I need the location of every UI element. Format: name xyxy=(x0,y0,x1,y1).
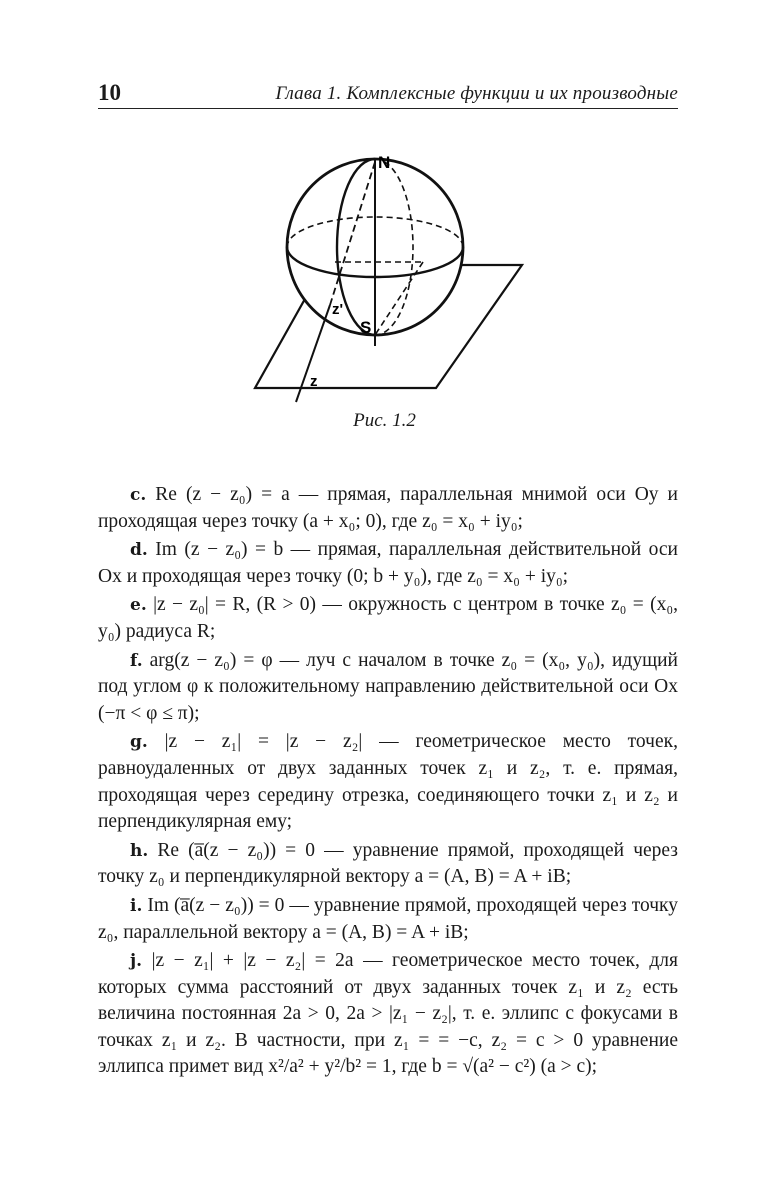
item-i xyxy=(98,893,678,946)
item-label: i. xyxy=(130,895,143,916)
item-text: |z − z₁| + |z − z₂| = 2a — геометрическое место точек, для которых сумма расстояний от двух заданных точек z₁ и z₂ есть величина постоянная 2a > 0, 2a > |z₁ − z₂|, т. е. эллипс с фокусами в точках z₁ и z₂. В частности, при z₁ = = −c, z₂ = c > 0 уравнение эллипса примет вид x²/a² + y²/b² = 1, где b = √(a² − c²) (a > c); xyxy=(98,950,679,1078)
z-prime-label: z' xyxy=(332,301,344,318)
item-text: |z − z₀| = R, (R > 0) — окружность с центром в точке z₀ = (x₀, y₀) радиуса R; xyxy=(98,594,679,642)
figure-svg xyxy=(250,150,530,405)
running-title: Глава 1. Комплексные функции и их производные xyxy=(275,83,678,104)
item-label: d. xyxy=(130,540,148,561)
item-d xyxy=(98,537,678,590)
item-g xyxy=(98,729,678,835)
body-text xyxy=(98,482,678,1083)
item-text: Im (a̅(z − z₀)) = 0 — уравнение прямой, проходящей через точку z₀, параллельной вектору a = (A, B) = A + iB; xyxy=(98,894,678,943)
item-text: Im (z − z₀) = b — прямая, параллельная действительной оси Ox и проходящая через точку (0; b + y₀), где z₀ = x₀ + iy₀; xyxy=(98,539,678,587)
item-h xyxy=(98,838,678,891)
item-e xyxy=(98,592,678,645)
item-label: e. xyxy=(130,595,147,616)
item-label: h. xyxy=(130,840,149,861)
north-label: N xyxy=(378,153,391,172)
item-f xyxy=(98,648,678,728)
item-text: arg(z − z₀) = φ — луч с началом в точке z₀ = (x₀, y₀), идущий под углом φ к положительному направлению действительной оси Ox (−π < φ ≤ π); xyxy=(98,649,678,724)
item-text: Re (a̅(z − z₀)) = 0 — уравнение прямой, проходящей через точку z₀ и перпендикулярной вектору a = (A, B) = A + iB; xyxy=(98,839,678,888)
item-label: j. xyxy=(130,951,143,972)
item-c xyxy=(98,482,678,535)
item-text: |z − z₁| = |z − z₂| — геометрическое место точек, равноудаленных от двух заданных точек z₁ и z₂, т. е. прямая, проходящая через середину отрезка, соединяющего точки z₁ и z₂ и перпендикулярная ему; xyxy=(98,731,678,833)
south-label: S xyxy=(360,318,372,337)
page-header xyxy=(98,78,678,109)
item-j xyxy=(98,948,678,1081)
item-label: f. xyxy=(130,650,143,671)
item-text: Re (z − z₀) = a — прямая, параллельная мнимой оси Oy и проходящая через точку (a + x₀; 0), где z₀ = x₀ + iy₀; xyxy=(98,484,678,532)
item-label: c. xyxy=(130,485,147,505)
z-label: z xyxy=(310,373,318,390)
item-label: g. xyxy=(130,732,148,753)
page-number: 10 xyxy=(98,80,121,105)
riemann-sphere-figure xyxy=(250,150,530,405)
figure-caption: Рис. 1.2 xyxy=(353,410,416,431)
